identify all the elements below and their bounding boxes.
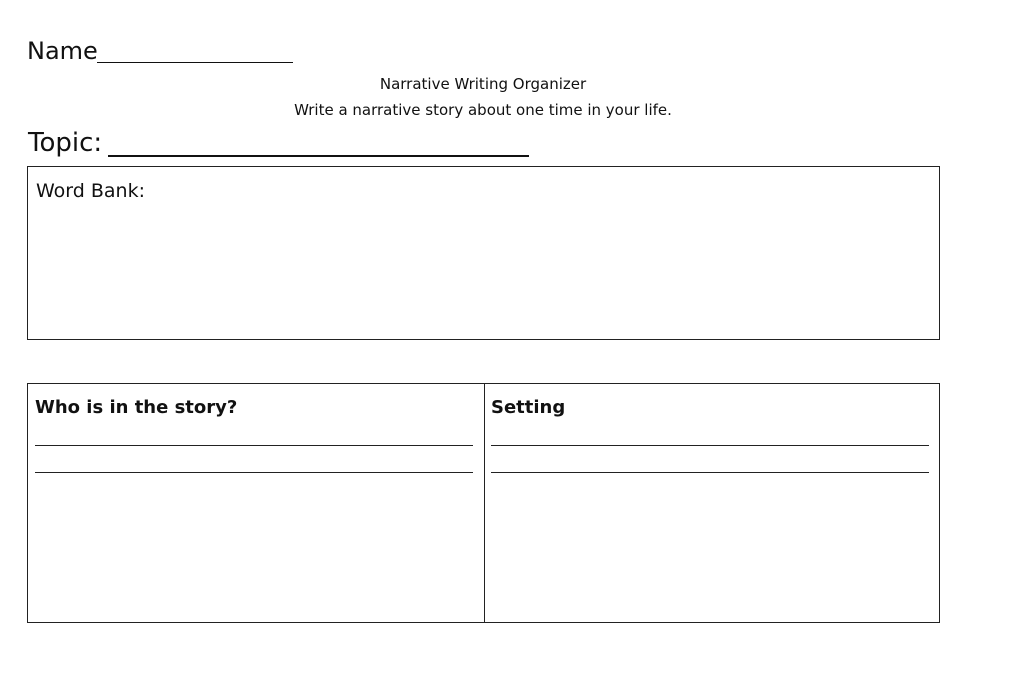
setting-writing-line xyxy=(491,472,929,473)
who-in-story-label: Who is in the story? xyxy=(35,397,238,418)
document-title: Narrative Writing Organizer xyxy=(379,75,587,93)
story-table xyxy=(27,383,940,623)
setting-label: Setting xyxy=(491,397,566,418)
who-writing-line xyxy=(35,472,473,473)
setting-writing-line xyxy=(491,445,929,446)
word-bank-label: Word Bank: xyxy=(36,180,145,202)
word-bank-box xyxy=(27,166,940,340)
name-blank-line xyxy=(97,62,293,63)
name-label: Name xyxy=(27,37,98,65)
document-subtitle: Write a narrative story about one time in your life. xyxy=(294,101,672,119)
column-divider xyxy=(484,384,485,622)
topic-label: Topic: xyxy=(28,128,103,158)
topic-blank-line xyxy=(108,155,529,157)
who-writing-line xyxy=(35,445,473,446)
